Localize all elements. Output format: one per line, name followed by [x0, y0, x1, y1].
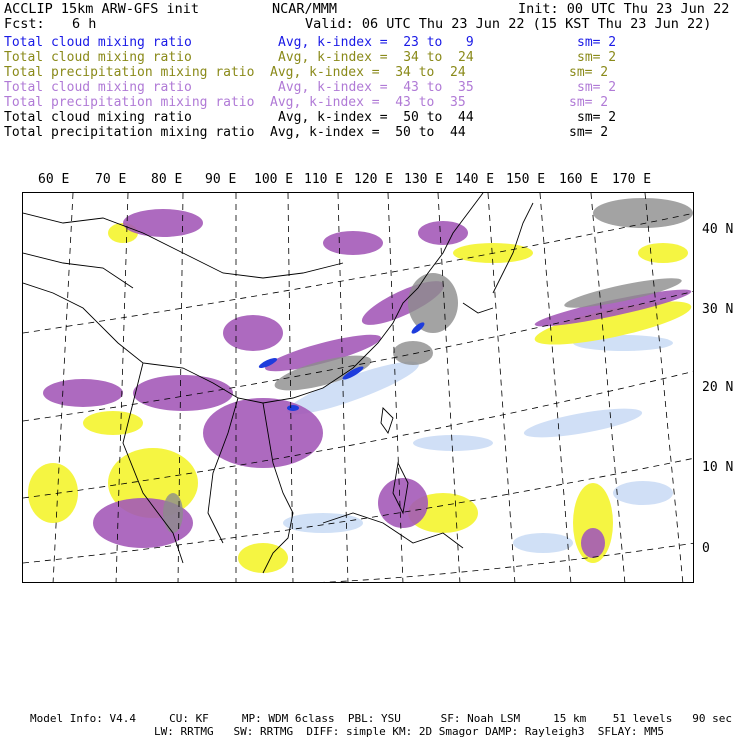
lon-label-90e: 90 E [205, 172, 237, 187]
lon-label-60e: 60 E [38, 172, 70, 187]
field-name-4: Total cloud mixing ratio [4, 80, 192, 95]
lat-label-30n: 30 N [702, 302, 734, 317]
field-stat-5: Avg, k-index = 43 to 35 [270, 95, 466, 110]
field-sm-5: sm= 2 [569, 95, 609, 110]
field-sm-1: sm= 2 [577, 35, 617, 50]
field-stat-1: Avg, k-index = 23 to 9 [278, 35, 474, 50]
model-info-line1: Model Info: V4.4 CU: KF MP: WDM 6class PBL: YSU SF: Noah LSM 15 km 51 levels 90 sec [30, 712, 732, 725]
model-info-line2: LW: RRTMG SW: RRTMG DIFF: simple KM: 2D Smagor DAMP: Rayleigh3 SFLAY: MM5 [154, 725, 664, 738]
lon-label-120e: 120 E [354, 172, 394, 187]
lon-label-80e: 80 E [151, 172, 183, 187]
lon-label-150e: 150 E [506, 172, 546, 187]
field-sm-3: sm= 2 [569, 65, 609, 80]
lon-label-160e: 160 E [559, 172, 599, 187]
field-sm-2: sm= 2 [577, 50, 617, 65]
field-name-7: Total precipitation mixing ratio [4, 125, 255, 140]
org-label: NCAR/MMM [272, 1, 338, 17]
lon-label-100e: 100 E [254, 172, 294, 187]
field-name-5: Total precipitation mixing ratio [4, 95, 255, 110]
lat-label-20n: 20 N [702, 380, 734, 395]
lat-label-10n: 10 N [702, 460, 734, 475]
fcst-label: Fcst: [4, 16, 45, 32]
gray-cloud-layer [163, 198, 693, 533]
lon-label-110e: 110 E [304, 172, 344, 187]
field-sm-7: sm= 2 [569, 125, 609, 140]
lon-label-170e: 170 E [612, 172, 652, 187]
field-sm-6: sm= 2 [577, 110, 617, 125]
lat-label-0: 0 [702, 541, 710, 556]
field-stat-6: Avg, k-index = 50 to 44 [278, 110, 474, 125]
field-stat-4: Avg, k-index = 43 to 35 [278, 80, 474, 95]
field-stat-3: Avg, k-index = 34 to 24 [270, 65, 466, 80]
field-name-3: Total precipitation mixing ratio [4, 65, 255, 80]
model-title: ACCLIP 15km ARW-GFS init [4, 1, 200, 17]
fcst-value: 6 h [72, 16, 97, 32]
field-name-1: Total cloud mixing ratio [4, 35, 192, 50]
lon-label-70e: 70 E [95, 172, 127, 187]
lon-label-130e: 130 E [404, 172, 444, 187]
map-panel [22, 192, 694, 583]
field-name-2: Total cloud mixing ratio [4, 50, 192, 65]
lon-label-140e: 140 E [455, 172, 495, 187]
field-stat-2: Avg, k-index = 34 to 24 [278, 50, 474, 65]
lat-label-40n: 40 N [702, 222, 734, 237]
init-time: Init: 00 UTC Thu 23 Jun 22 [518, 1, 730, 17]
valid-time: Valid: 06 UTC Thu 23 Jun 22 (15 KST Thu 23 Jun 22) [305, 16, 712, 32]
map-svg [23, 193, 694, 583]
field-name-6: Total cloud mixing ratio [4, 110, 192, 125]
field-sm-4: sm= 2 [577, 80, 617, 95]
field-stat-7: Avg, k-index = 50 to 44 [270, 125, 466, 140]
